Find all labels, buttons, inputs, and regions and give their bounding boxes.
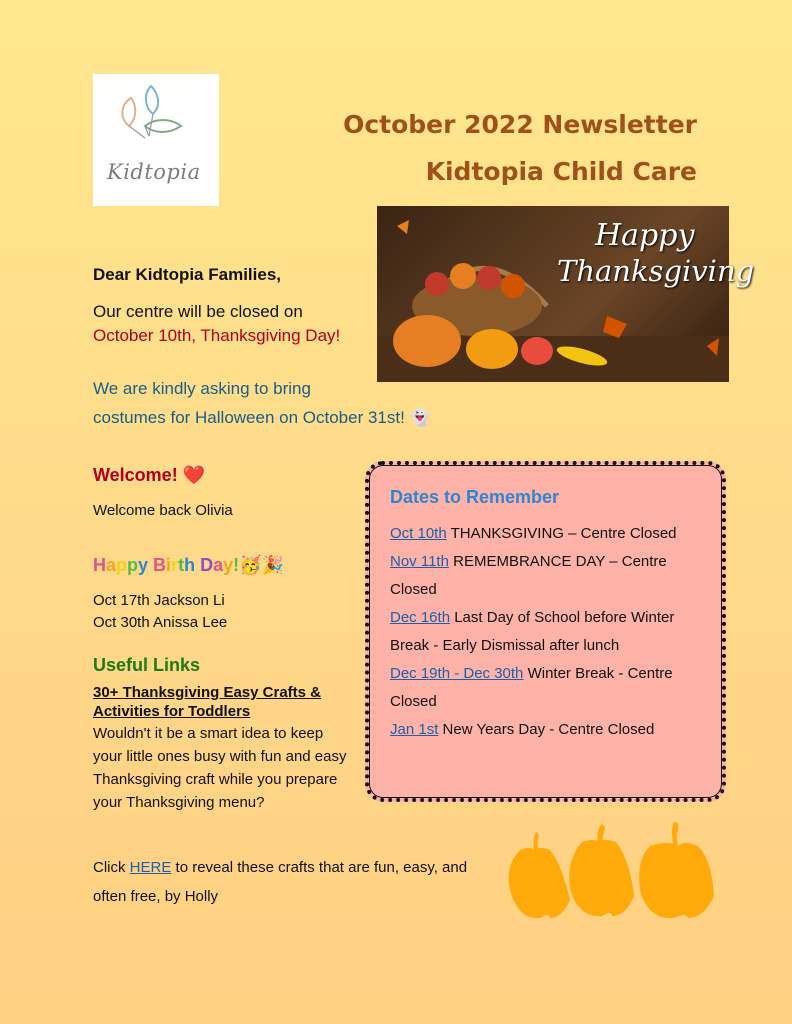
birthday-heading-letter: a (213, 555, 224, 575)
date-item (390, 604, 715, 660)
halloween-notice-line2: costumes for Halloween on October 31st! 👻 (93, 408, 431, 427)
crafts-description: Wouldn't it be a smart idea to keep your little ones busy with fun and easy Thanksgiving craft while you prepare your Thanksgiving menu? (93, 725, 347, 811)
useful-links-heading: Useful Links (93, 655, 201, 675)
birthday-heading-letter: p (127, 555, 139, 575)
dates-list (390, 520, 715, 744)
pumpkin-icon (639, 822, 714, 918)
birthday-heading-letter: a (106, 555, 117, 575)
halloween-notice-line1: We are kindly asking to bring (93, 379, 311, 398)
pumpkin-icon (509, 832, 570, 918)
pumpkin-icon (569, 824, 634, 916)
closure-notice-line1: Our centre will be closed on (93, 302, 303, 321)
kidtopia-logo (93, 74, 219, 206)
birthday-heading-letter: D (200, 555, 214, 575)
date-link[interactable]: Dec 16th (390, 609, 451, 626)
welcome-text: Welcome back Olivia (93, 502, 233, 519)
date-item (390, 548, 715, 604)
newsletter-subtitle: Kidtopia Child Care (425, 157, 697, 186)
birthday-heading-letter: r (171, 555, 179, 575)
crafts-article-link[interactable]: 30+ Thanksgiving Easy Crafts & Activities for Toddlers (93, 684, 322, 720)
leaf-logo-icon (93, 74, 219, 206)
date-description: New Years Day - Centre Closed (438, 721, 655, 738)
birthday-heading-letter: H (93, 555, 106, 575)
birthday-list (93, 590, 227, 634)
click-prefix: Click (93, 859, 130, 876)
pumpkins-decoration (500, 820, 722, 924)
birthday-heading-letter: ! (233, 555, 240, 575)
birthday-heading-letter: h (184, 555, 196, 575)
click-here-paragraph (93, 853, 493, 911)
birthday-heading-letter: i (166, 555, 172, 575)
date-description: Last Day of School before Winter Break - Early Dismissal after lunch (390, 609, 675, 654)
date-link[interactable]: Dec 19th - Dec 30th (390, 665, 524, 682)
party-icon: 🥳🎉 (239, 555, 284, 575)
birthday-heading-letter: B (153, 555, 167, 575)
date-item (390, 716, 715, 744)
birthday-heading-letter: t (178, 555, 185, 575)
dates-to-remember-box (365, 461, 726, 802)
date-description: Winter Break - Centre Closed (390, 665, 673, 710)
date-description: REMEMBRANCE DAY – Centre Closed (390, 553, 667, 598)
click-suffix: to reveal these crafts that are fun, easy, and often free, by Holly (93, 859, 468, 905)
date-item (390, 520, 715, 548)
birthday-heading (93, 555, 284, 576)
birthday-heading-letter: y (223, 555, 234, 575)
closure-notice-line2: October 10th, Thanksgiving Day! (93, 326, 341, 345)
welcome-heading: Welcome! ❤️ (93, 465, 206, 485)
date-link[interactable]: Nov 11th (390, 553, 449, 570)
banner-thanksgiving-text: Thanksgiving (557, 254, 755, 288)
newsletter-title: October 2022 Newsletter (343, 110, 697, 139)
dates-heading: Dates to Remember (390, 487, 560, 507)
birthday-entry: Oct 17th Jackson Li (93, 592, 225, 609)
birthday-heading-letter: p (116, 555, 128, 575)
date-link[interactable]: Jan 1st (390, 721, 439, 738)
date-description: THANKSGIVING – Centre Closed (446, 525, 677, 542)
banner-happy-text: Happy (595, 218, 695, 253)
logo-wordmark: Kidtopia (107, 160, 201, 184)
thanksgiving-banner-image (377, 206, 755, 382)
here-link[interactable]: HERE (129, 859, 172, 876)
birthday-entry: Oct 30th Anissa Lee (93, 614, 228, 631)
birthday-heading-letter: y (138, 555, 149, 575)
date-item (390, 660, 715, 716)
date-link[interactable]: Oct 10th (390, 525, 447, 542)
greeting: Dear Kidtopia Families, (93, 265, 281, 284)
